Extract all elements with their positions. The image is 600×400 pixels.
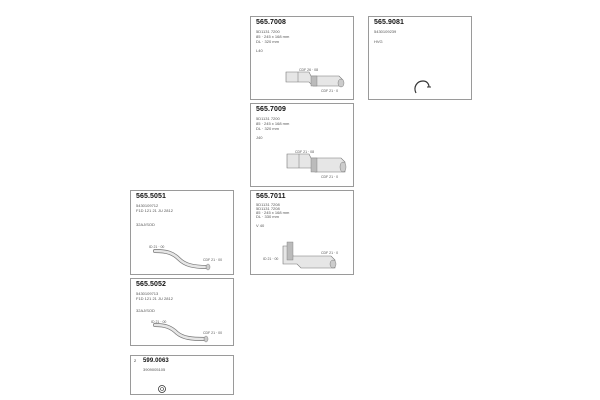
part-code: J40 (256, 135, 263, 140)
part-ref: 5D1131 7208 (256, 202, 280, 207)
callout-label: CDF 21 · 00 (203, 331, 223, 335)
clamp-drawing (409, 75, 439, 95)
callout-label: ID 21 · 00 (151, 320, 167, 324)
callout-label: CDF 21 · 0 (321, 175, 339, 179)
silencer-drawing (281, 62, 351, 97)
part-card-565-7011[interactable] (250, 190, 354, 275)
nut-drawing (157, 384, 167, 394)
part-code: L40 (256, 48, 263, 53)
part-card-599-0063[interactable] (130, 355, 234, 395)
part-number: 565.7011 (256, 193, 286, 200)
callout-label: ID 21 · 00 (149, 245, 165, 249)
part-code: 32AJ/SOD (136, 222, 155, 227)
part-ref: 5D1131 7208 (256, 206, 280, 211)
silencer-drawing (281, 146, 351, 184)
part-dimensions: 85 · 245 x 168 mm (256, 34, 290, 39)
part-card-565-9081[interactable] (368, 16, 472, 100)
part-code: V 40 (256, 223, 265, 228)
part-length: DL · 330 mm (256, 214, 279, 219)
callout-label: CDF 26 · 08 (299, 68, 319, 72)
part-number: 565.7008 (256, 19, 286, 26)
part-spec: F1D 121 21 JU 2812 (136, 296, 173, 301)
part-length: DL · 320 mm (256, 39, 279, 44)
part-ref: 5D1131 7200 (256, 116, 280, 121)
callout-label: CDF 21 · 00 (203, 258, 223, 262)
callout-label: ID 21 · 00 (263, 257, 279, 261)
part-number: 565.5051 (136, 193, 166, 200)
part-number: 565.7009 (256, 106, 286, 113)
part-ref: 3909005105 (143, 367, 166, 372)
quantity: 2 (134, 358, 137, 363)
silencer-drawing (261, 236, 351, 271)
part-number: 599.0063 (143, 358, 169, 364)
part-ref: 5430109712 (136, 203, 159, 208)
part-dimensions: 85 · 245 x 168 mm (256, 121, 290, 126)
pipe-drawing (145, 241, 230, 273)
part-number: 565.9081 (374, 19, 404, 26)
part-card-565-5052[interactable] (130, 278, 234, 346)
part-card-565-5051[interactable] (130, 190, 234, 275)
part-ref: 5430109239 (374, 29, 397, 34)
part-card-565-7008[interactable] (250, 16, 354, 100)
pipe-drawing (145, 317, 230, 345)
part-card-565-7009[interactable] (250, 103, 354, 187)
part-dimensions: 85 · 245 x 168 mm (256, 210, 290, 215)
part-code: HVG (374, 39, 383, 44)
part-code: 32AJ/SOD (136, 308, 155, 313)
part-ref: 5D1131 7200 (256, 29, 280, 34)
callout-label: CDF 21 · 0 (321, 89, 339, 93)
part-ref: 5430109713 (136, 291, 159, 296)
part-length: DL · 320 mm (256, 126, 279, 131)
part-spec: F1D 121 21 JU 2812 (136, 208, 173, 213)
part-number: 565.5052 (136, 281, 166, 288)
callout-label: CDF 21 · 0 (321, 251, 339, 255)
callout-label: CDF 21 · 08 (295, 150, 315, 154)
